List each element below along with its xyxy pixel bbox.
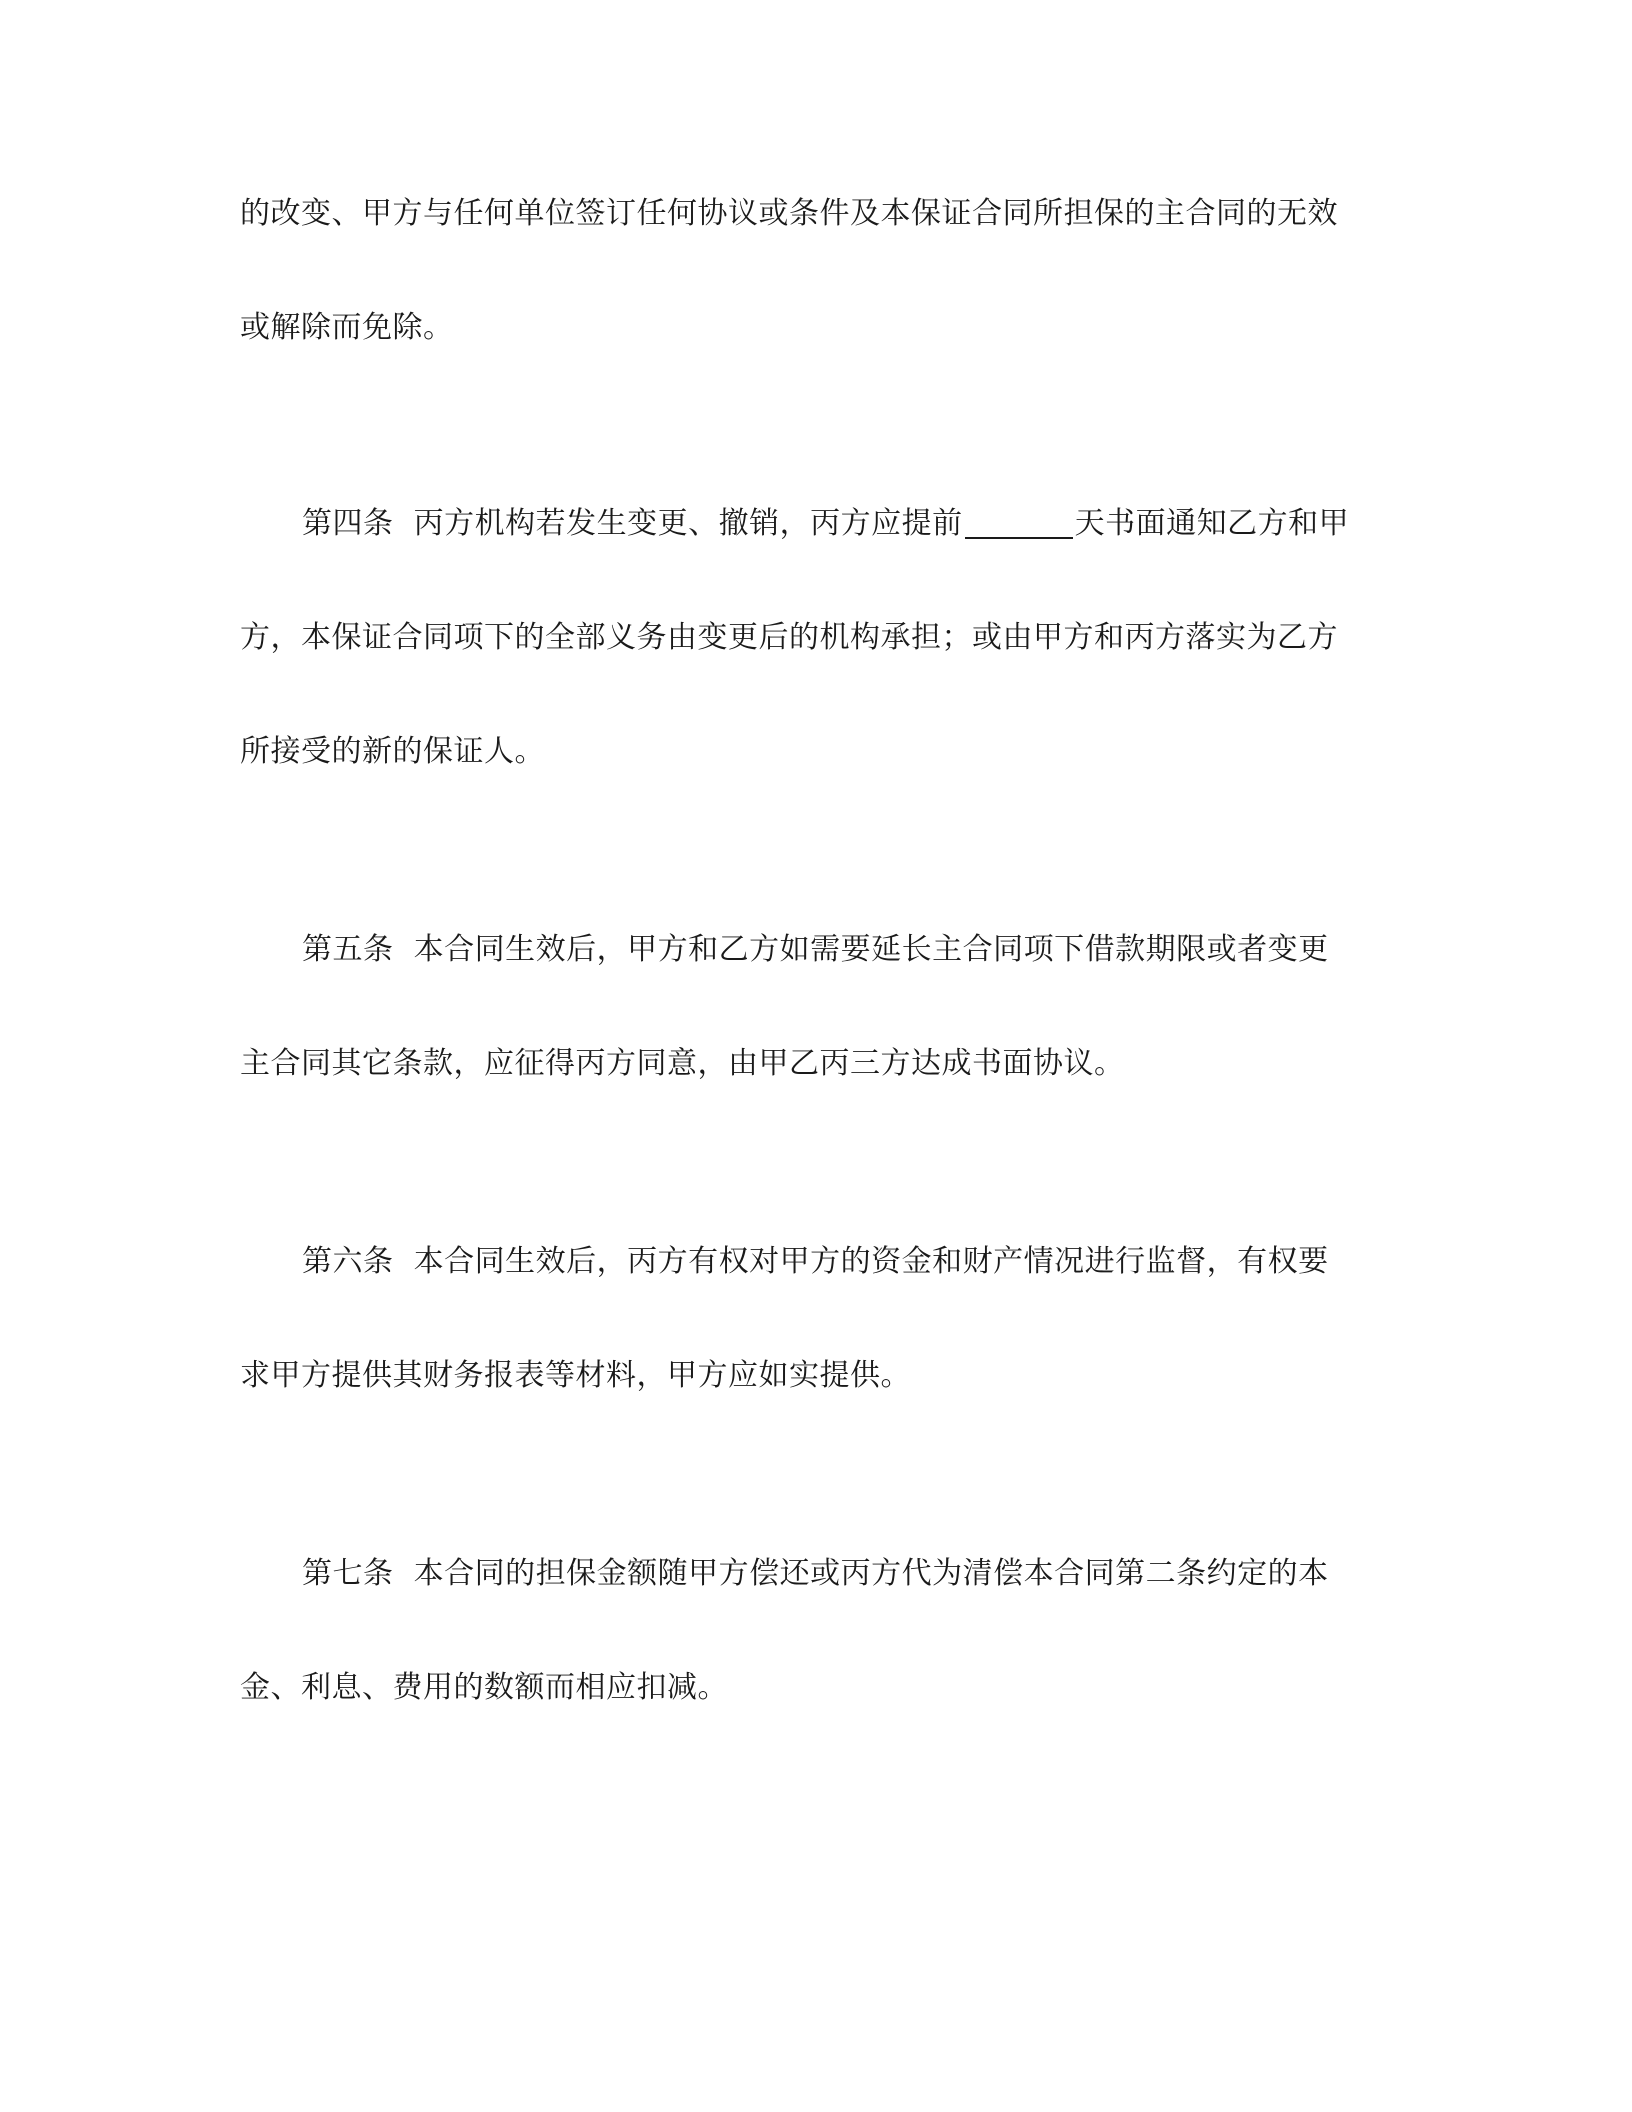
article-4-line-3: 所接受的新的保证人。: [240, 734, 545, 769]
article-6-text: 本合同生效后，丙方有权对甲方的资金和财产情况进行监督，有权要: [413, 1244, 1329, 1279]
article-4-line-2: 方，本保证合同项下的全部义务由变更后的机构承担；或由甲方和丙方落实为乙方: [240, 620, 1338, 655]
article-6-line-2: 求甲方提供其财务报表等材料，甲方应如实提供。: [240, 1358, 911, 1393]
article-7-line-2: 金、利息、费用的数额而相应扣减。: [240, 1670, 728, 1705]
continuation-line-1: 的改变、甲方与任何单位签订任何协议或条件及本保证合同所担保的主合同的无效: [240, 196, 1338, 231]
article-4-text-after-blank: 天书面通知乙方和甲: [1074, 506, 1350, 541]
article-7-line-1: [302, 1556, 1329, 1592]
article-7-text: 本合同的担保金额随甲方偿还或丙方代为清偿本合同第二条约定的本: [413, 1556, 1329, 1591]
article-4-line-1: [302, 506, 1349, 542]
article-5-line-2: 主合同其它条款，应征得丙方同意，由甲乙丙三方达成书面协议。: [240, 1046, 1125, 1081]
article-5-line-1: [302, 932, 1329, 968]
article-6-title: 第六条: [302, 1244, 394, 1279]
article-4-text-before-blank: 丙方机构若发生变更、撤销，丙方应提前: [413, 506, 963, 541]
article-4-title: 第四条: [302, 506, 394, 541]
article-5-title: 第五条: [302, 932, 394, 967]
continuation-line-2: 或解除而免除。: [240, 310, 454, 345]
days-blank-field: [965, 509, 1073, 539]
article-6-line-1: [302, 1244, 1329, 1280]
article-7-title: 第七条: [302, 1556, 394, 1591]
article-5-text: 本合同生效后，甲方和乙方如需要延长主合同项下借款期限或者变更: [413, 932, 1329, 967]
